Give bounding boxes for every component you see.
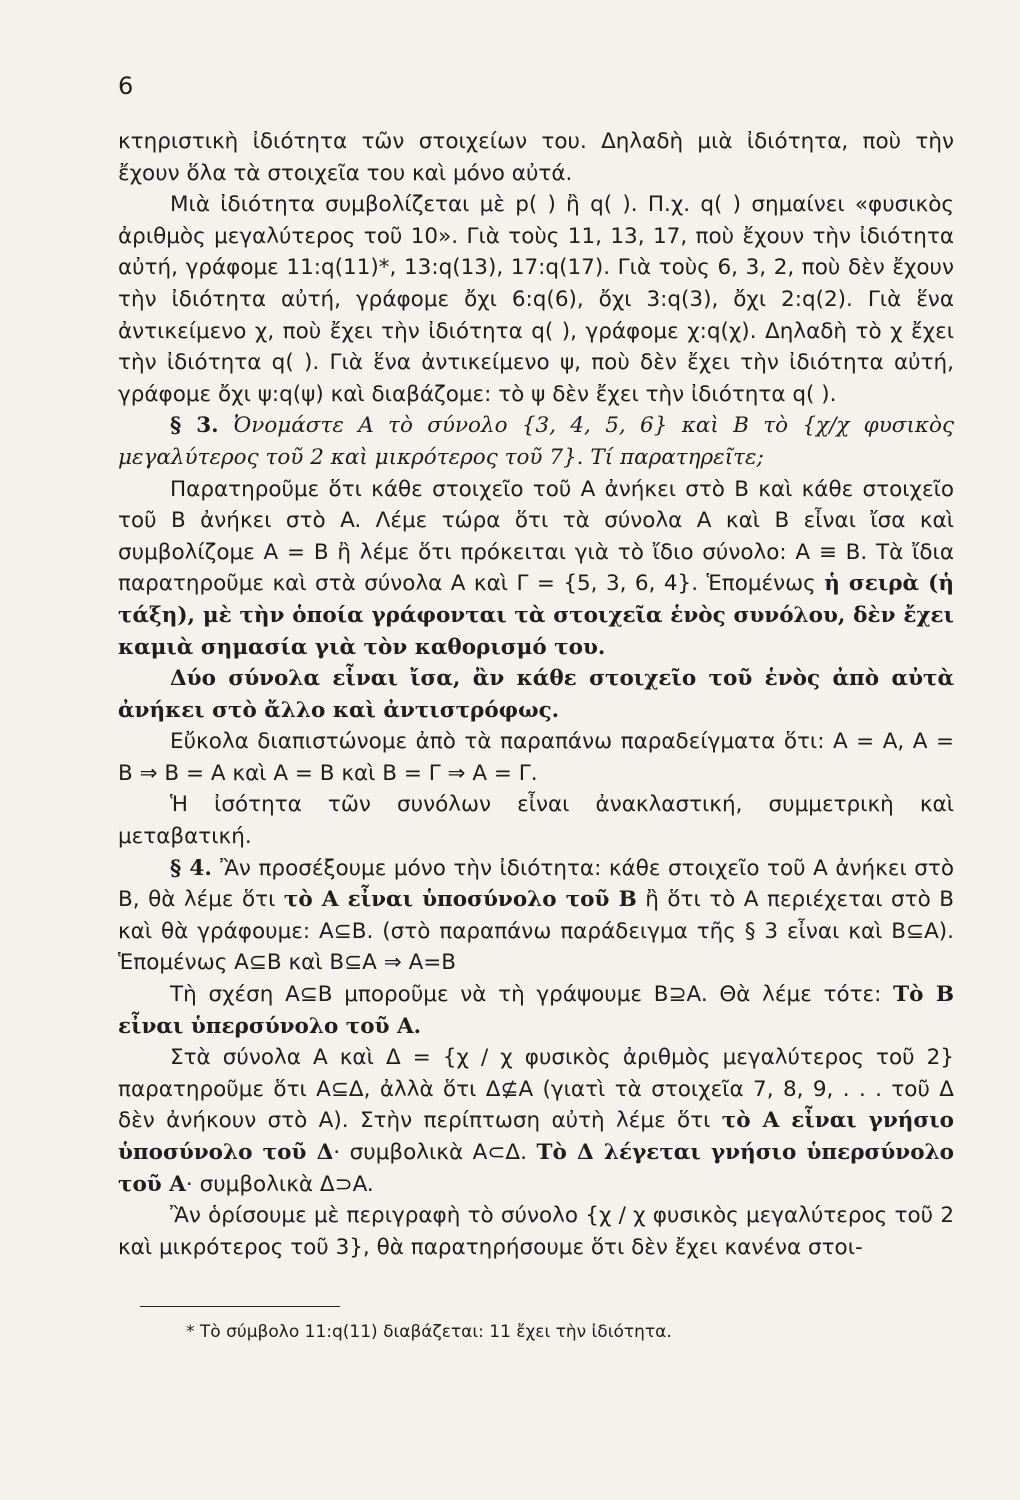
section-number: § 4.	[170, 855, 221, 881]
text-run: κτηριστικὴ ἰδιότητα τῶν στοιχείων του. Δηλαδὴ μιὰ ἰδιότητα, ποὺ τὴν ἔχουν ὅλα τὰ στοιχεῖα του καὶ μόνο αὐτά.	[118, 129, 954, 186]
paragraph	[118, 474, 954, 664]
footnote-divider	[140, 1306, 340, 1307]
emphasis-text: Δύο σύνολα εἶναι ἴσα, ἂν κάθε στοιχεῖο τοῦ ἑνὸς ἀπὸ αὐτὰ ἀνήκει στὸ ἄλλο καὶ ἀντιστρόφως.	[118, 666, 954, 723]
text-run: Ἡ ἰσότητα τῶν συνόλων εἶναι ἀνακλαστική, συμμετρικὴ καὶ μεταβατική.	[118, 792, 954, 850]
emphasis-text: Τὸ B εἶναι ὑπερσύνολο τοῦ A.	[118, 982, 954, 1039]
section-number: § 3.	[170, 413, 234, 439]
paragraph	[118, 189, 954, 410]
paragraph-section-3	[118, 410, 954, 473]
paragraph	[118, 726, 954, 789]
text-run: · συμβολικὰ Δ⊃A.	[185, 1171, 374, 1197]
paragraph	[118, 789, 954, 852]
footnote: * Τὸ σύμβολο 11:q(11) διαβάζεται: 11 ἔχει τὴν ἰδιότητα.	[186, 1322, 672, 1342]
text-run: · συμβολικὰ A⊂Δ.	[333, 1140, 537, 1165]
definition	[118, 663, 954, 726]
paragraph	[118, 979, 954, 1042]
body-text	[118, 126, 954, 1263]
paragraph	[118, 126, 954, 189]
emphasis-text: Τὸ Δ λέγεται γνήσιο ὑπερσύνολο τοῦ A	[118, 1140, 954, 1197]
text-run: Ἂν προσέξουμε μόνο τὴν ἰδιότητα: κάθε στοιχεῖο τοῦ A ἀνήκει στὸ B, θὰ λέμε ὅτι	[118, 855, 954, 913]
emphasis-text: ἡ σειρὰ (ἡ τάξη), μὲ τὴν ὁποία γράφονται τὰ στοιχεῖα ἑνὸς συνόλου, δὲν ἔχει καμιὰ σημασία γιὰ τὸν καθορισμό του.	[118, 571, 954, 660]
page-number: 6	[118, 72, 134, 100]
text-run: Εὔκολα διαπιστώνομε ἀπὸ τὰ παραπάνω παραδείγματα ὅτι: A = A, A = B ⇒ B = A καὶ A = B καὶ B = Γ ⇒ A = Γ.	[118, 729, 954, 786]
text-run: Παρατηροῦμε ὅτι κάθε στοιχεῖο τοῦ A ἀνήκει στὸ B καὶ κάθε στοιχεῖο τοῦ B ἀνήκει στὸ A. Λέμε τώρα ὅτι τὰ σύνολα A καὶ B εἶναι ἴσα καὶ συμβολίζομε A = B ἢ λέμε ὅτι πρόκειται γιὰ τὸ ἴδιο σύνολο: A ≡ B. Τὰ ἴδια παρατηροῦμε καὶ στὰ σύνολα A καὶ Γ = {5, 3, 6, 4}. Ἑπομένως	[118, 476, 954, 597]
exercise-question: Ὀνομάστε A τὸ σύνολο {3, 4, 5, 6} καὶ B τὸ {χ/χ φυσικὸς μεγαλύτερος τοῦ 2 καὶ μικρότερος τοῦ 7}. Τί παρατηρεῖτε;	[118, 413, 954, 470]
text-run: Μιὰ ἰδιότητα συμβολίζεται μὲ p( ) ἢ q( ). Π.χ. q( ) σημαίνει «φυσικὸς ἀριθμὸς μεγαλύτερος τοῦ 10». Γιὰ τοὺς 11, 13, 17, ποὺ ἔχουν τὴν ἰδιότητα αὐτή, γράφομε 11:q(11)*, 13:q(13), 17:q(17). Γιὰ τοὺς 6, 3, 2, ποὺ δὲν ἔχουν τὴν ἰδιότητα αὐτή, γράφομε ὄχι 6:q(6), ὄχι 3:q(3), ὄχι 2:q(2). Γιὰ ἕνα ἀντικείμενο χ, ποὺ ἔχει τὴν ἰδιότητα q( ), γράφομε χ:q(χ). Δηλαδὴ τὸ χ ἔχει τὴν ἰδιότητα q( ). Γιὰ ἕνα ἀντικείμενο ψ, ποὺ δὲν ἔχει τὴν ἰδιότητα αὐτή, γράφομε ὄχι ψ:q(ψ) καὶ διαβάζομε: τὸ ψ δὲν ἔχει τὴν ἰδιότητα q( ).	[118, 192, 954, 407]
text-run: Στὰ σύνολα A καὶ Δ = {χ / χ φυσικὸς ἀριθμὸς μεγαλύτερος τοῦ 2} παρατηροῦμε ὅτι A⊆Δ, ἀλλὰ ὅτι Δ⊈A (γιατὶ τὰ στοιχεῖα 7, 8, 9, . . . τοῦ Δ δὲν ἀνήκουν στὸ A). Στὴν περίπτωση αὐτὴ λέμε ὅτι	[118, 1045, 954, 1134]
emphasis-text: τὸ A εἶναι ὑποσύνολο τοῦ B	[283, 887, 637, 913]
emphasis-text: τὸ A εἶναι γνήσιο ὑποσύνολο τοῦ Δ	[118, 1108, 955, 1165]
text-run: Τὴ σχέση A⊆B μποροῦμε νὰ τὴ γράψουμε B⊇A. Θὰ λέμε τότε:	[170, 982, 894, 1008]
paragraph	[118, 1200, 954, 1263]
paragraph-section-4	[118, 853, 954, 979]
text-run: Ἂν ὁρίσουμε μὲ περιγραφὴ τὸ σύνολο {χ / χ φυσικὸς μεγαλύτερος τοῦ 2 καὶ μικρότερος τοῦ 3}, θὰ παρατηρήσουμε ὅτι δὲν ἔχει κανένα στοι-	[118, 1203, 954, 1260]
text-run: ἢ ὅτι τὸ A περιέχεται στὸ B καὶ θὰ γράφουμε: A⊆B. (στὸ παραπάνω παράδειγμα τῆς § 3 εἶναι καὶ B⊆A). Ἑπομένως A⊆B καὶ B⊆A ⇒ A=B	[118, 887, 954, 976]
paragraph	[118, 1042, 954, 1200]
